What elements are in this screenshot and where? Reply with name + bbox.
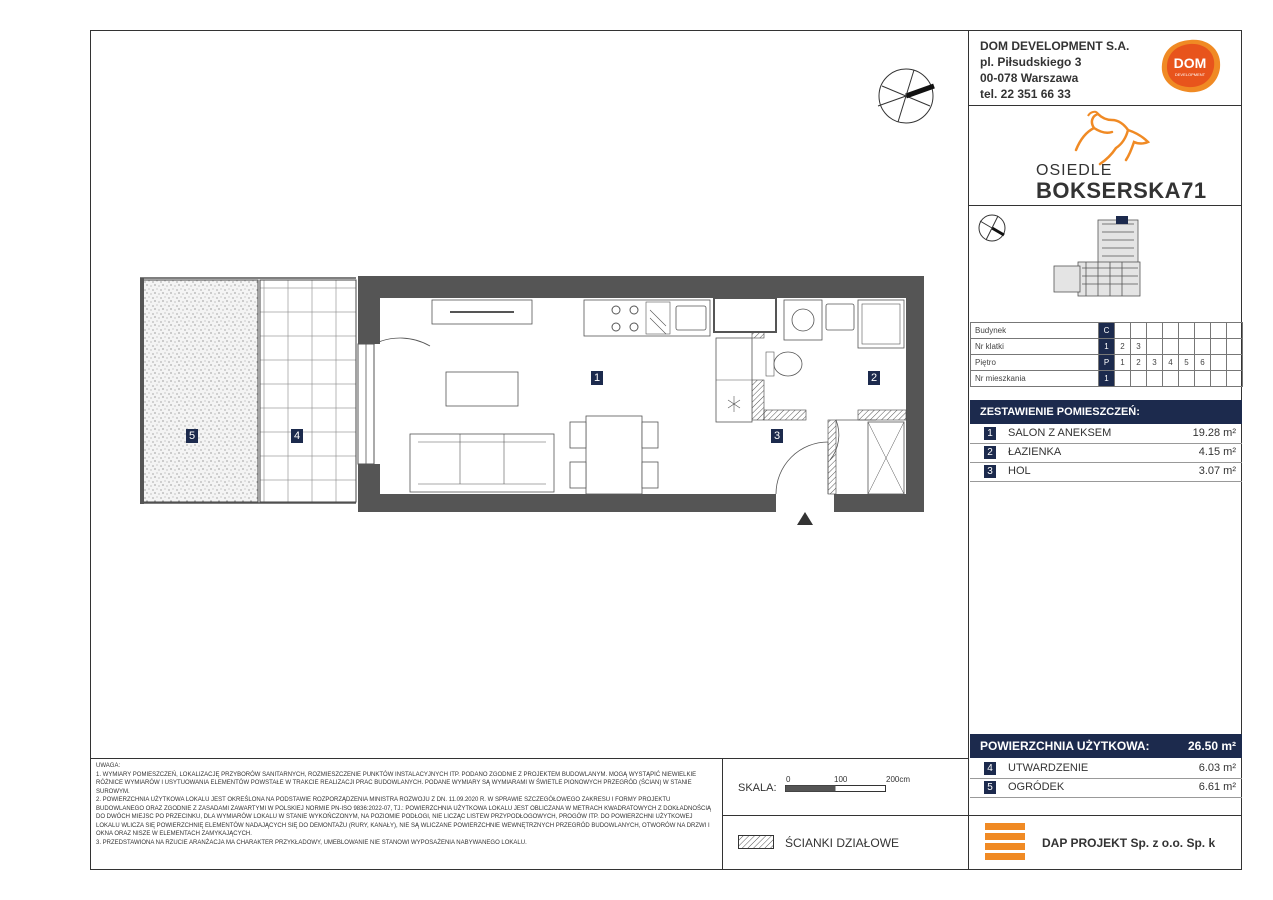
sidebar-sep-1 bbox=[968, 105, 1242, 106]
location-table-cell bbox=[1211, 323, 1227, 339]
scale-bar bbox=[785, 785, 887, 793]
location-table-cell bbox=[1227, 339, 1243, 355]
note-item: 1. WYMIARY POMIESZCZEŃ, LOKALIZACJĘ PRZYBORÓW SANITARNYCH, ROZMIESZCZENIE PUNKTÓW INSTALACYJNYCH ITP. PODANO ZGODNIE Z PROJEKTEM BUDOWLANYM. MOGĄ WYSTĄPIĆ NIEWIELKIE RÓŻNICE WYMIARÓW I USYTUOWANIA ELEMENTÓW POWSTAŁE W TRAKCIE REALIZACJI PRAC BUDOWLANYCH. PODANE WYMIARY SĄ WYMIARAMI W ŚWIETLE PIONOWYCH PRZEGRÓD (ŚCIAN) W STANIE SUROWYM. bbox=[96, 771, 697, 795]
room-name: HOL bbox=[1008, 465, 1031, 477]
project-name-line2 bbox=[1036, 178, 1207, 204]
location-table bbox=[970, 322, 1243, 387]
company-name: DOM DEVELOPMENT S.A. bbox=[980, 39, 1130, 53]
outdoor-area: 6.03 m² bbox=[1198, 762, 1236, 774]
room-row bbox=[970, 443, 1242, 463]
room-area: 3.07 m² bbox=[1198, 465, 1236, 477]
outdoor-number: 4 bbox=[984, 762, 996, 775]
dap-name: DAP PROJEKT Sp. z o.o. Sp. k bbox=[1042, 836, 1216, 850]
sidebar-sep-2 bbox=[968, 205, 1242, 206]
floor-plan bbox=[130, 270, 930, 530]
plan-room-label: 3 bbox=[771, 429, 783, 443]
room-area: 19.28 m² bbox=[1192, 427, 1236, 439]
outdoor-name: UTWARDZENIE bbox=[1008, 762, 1089, 774]
plan-room-label: 2 bbox=[868, 371, 880, 385]
footer-scale-divider bbox=[722, 815, 968, 816]
dap-logo-icon bbox=[985, 823, 1025, 861]
location-table-cell bbox=[1227, 371, 1243, 387]
location-table-cell bbox=[1179, 323, 1195, 339]
usable-area-value: 26.50 m² bbox=[1187, 739, 1236, 753]
location-table-label: Budynek bbox=[971, 323, 1099, 339]
scale-tick: 100 bbox=[834, 775, 848, 784]
room-number: 3 bbox=[984, 465, 996, 478]
location-table-cell bbox=[1211, 339, 1227, 355]
room-area: 4.15 m² bbox=[1198, 446, 1236, 458]
scale-label: SKALA: bbox=[738, 782, 777, 794]
location-table-cell bbox=[1195, 339, 1211, 355]
location-table-cell bbox=[1147, 339, 1163, 355]
project-street: BOKSERSKA bbox=[1036, 178, 1182, 203]
company-phone: tel. 22 351 66 33 bbox=[980, 87, 1071, 101]
location-table-label: Piętro bbox=[971, 355, 1099, 371]
room-number: 2 bbox=[984, 446, 996, 459]
location-table-cell: P bbox=[1099, 355, 1115, 371]
location-table-cell bbox=[1131, 371, 1147, 387]
partition-wall-swatch bbox=[738, 835, 774, 849]
garden-area bbox=[142, 280, 258, 502]
location-table-cell: 6 bbox=[1195, 355, 1211, 371]
key-plan-building-icon bbox=[1050, 212, 1150, 304]
location-table-label: Nr klatki bbox=[971, 339, 1099, 355]
terrace-area bbox=[260, 280, 356, 502]
plan-room-label: 4 bbox=[291, 429, 303, 443]
location-table-cell: 1 bbox=[1115, 355, 1131, 371]
location-table-row bbox=[971, 339, 1243, 355]
location-table-cell bbox=[1179, 371, 1195, 387]
location-table-cell bbox=[1211, 355, 1227, 371]
sidebar-divider bbox=[968, 30, 969, 870]
sidebar-sep-3 bbox=[968, 815, 1242, 816]
location-table-cell: 2 bbox=[1131, 355, 1147, 371]
location-table-row bbox=[971, 323, 1243, 339]
horse-logo-icon bbox=[1066, 110, 1156, 170]
footer-divider bbox=[90, 758, 968, 759]
company-address1: pl. Piłsudskiego 3 bbox=[980, 55, 1082, 69]
location-table-cell bbox=[1179, 339, 1195, 355]
note-item: 2. POWIERZCHNIA UŻYTKOWA LOKALU JEST OKREŚLONA NA PODSTAWIE ROZPORZĄDZENIA MINISTRA ROZWOJU Z DN. 11.09.2020 R. W SPRAWIE SZCZEGÓŁOWEGO ZAKRESU I FORMY PROJEKTU BUDOWLANEGO ORAZ ZGODNIE Z ZASADAMI ZAWARTYMI W POLSKIEJ NORMIE PN-ISO 9836:2022-07, TJ.: POWIERZCHNIA UŻYTKOWA LOKALU JEST OBLICZANA W METRACH KWADRATOWYCH Z DOKŁADNOŚCIĄ DO DWÓCH MIEJSC PO PRZECINKU, DLA WYMIARÓW LOKALU W STANIE WYKOŃCZONYM, NA POZIOMIE PODŁOGI, NIE LICZĄC LISTEW PRZYPODŁOGOWYCH, PROGÓW ITP. DO POWIERZCHNI UŻYTKOWEJ LOKALU WLICZA SIĘ POWIERZCHNIĘ ELEMENTÓW NADAJĄCYCH SIĘ DO DEMONTAŻU (RURY, KANAŁY), NIE SĄ WLICZANE POWIERZCHNIE WEWNĘTRZNYCH PRZEGRÓD BUDOWLANYCH, OTWORÓW NA DRZWI I OKNA ORAZ NISZE W ELEMENTACH ZAMYKAJĄCYCH. bbox=[96, 797, 711, 837]
project-number: 71 bbox=[1181, 178, 1207, 203]
room-number: 1 bbox=[984, 427, 996, 440]
scale-tick: 0 bbox=[786, 775, 791, 784]
location-table-cell bbox=[1163, 339, 1179, 355]
room-name: SALON Z ANEKSEM bbox=[1008, 427, 1112, 439]
note-item: 3. PRZEDSTAWIONA NA RZUCIE ARANŻACJA MA CHARAKTER PRZYKŁADOWY, UMEBLOWANIE NIE STANOWI WYPOSAŻENIA NABYWANEGO LOKALU. bbox=[96, 839, 527, 846]
company-info bbox=[980, 38, 1129, 102]
room-list-title: ZESTAWIENIE POMIESZCZEŃ: bbox=[970, 400, 1242, 424]
location-table-cell bbox=[1211, 371, 1227, 387]
usable-area-label: POWIERZCHNIA UŻYTKOWA: bbox=[980, 739, 1150, 753]
room-row bbox=[970, 462, 1242, 482]
location-table-cell bbox=[1163, 371, 1179, 387]
plan-room-label: 1 bbox=[591, 371, 603, 385]
location-table-label: Nr mieszkania bbox=[971, 371, 1099, 387]
outdoor-area: 6.61 m² bbox=[1198, 781, 1236, 793]
logo-text: DOM bbox=[1173, 55, 1207, 71]
outdoor-row bbox=[970, 759, 1242, 779]
location-table-cell bbox=[1147, 371, 1163, 387]
room-name: ŁAZIENKA bbox=[1008, 446, 1062, 458]
partition-wall-label: ŚCIANKI DZIAŁOWE bbox=[785, 836, 900, 850]
outdoor-number: 5 bbox=[984, 781, 996, 794]
location-table-cell bbox=[1195, 371, 1211, 387]
compass-icon bbox=[876, 66, 936, 126]
logo-subtext: DEVELOPMENT bbox=[1174, 72, 1206, 77]
usable-area-bar bbox=[970, 734, 1242, 758]
location-table-row bbox=[971, 371, 1243, 387]
outdoor-name: OGRÓDEK bbox=[1008, 781, 1065, 793]
location-table-cell bbox=[1147, 323, 1163, 339]
room-row bbox=[970, 424, 1242, 444]
location-table-cell: 4 bbox=[1163, 355, 1179, 371]
footer-col-divider bbox=[722, 758, 723, 870]
location-table-cell bbox=[1227, 355, 1243, 371]
location-table-cell: 3 bbox=[1131, 339, 1147, 355]
location-table-cell: 5 bbox=[1179, 355, 1195, 371]
scale-tick: 200cm bbox=[886, 775, 911, 784]
location-table-cell: 1 bbox=[1099, 371, 1115, 387]
location-table-cell: 2 bbox=[1115, 339, 1131, 355]
location-table-cell: 3 bbox=[1147, 355, 1163, 371]
location-table-row bbox=[971, 355, 1243, 371]
location-table-cell bbox=[1195, 323, 1211, 339]
notes-title: UWAGA: bbox=[96, 763, 121, 769]
outdoor-row bbox=[970, 778, 1242, 798]
location-table-cell bbox=[1115, 323, 1131, 339]
location-table-cell bbox=[1131, 323, 1147, 339]
location-table-cell: 1 bbox=[1099, 339, 1115, 355]
company-address2: 00-078 Warszawa bbox=[980, 71, 1079, 85]
dom-development-logo bbox=[1158, 38, 1222, 94]
location-table-cell bbox=[1163, 323, 1179, 339]
plan-room-label: 5 bbox=[186, 429, 198, 443]
location-table-cell bbox=[1227, 323, 1243, 339]
key-plan-compass-icon bbox=[977, 213, 1007, 243]
location-table-cell: C bbox=[1099, 323, 1115, 339]
notes bbox=[96, 762, 716, 847]
location-table-cell bbox=[1115, 371, 1131, 387]
project-name-line1: OSIEDLE bbox=[1036, 162, 1113, 179]
